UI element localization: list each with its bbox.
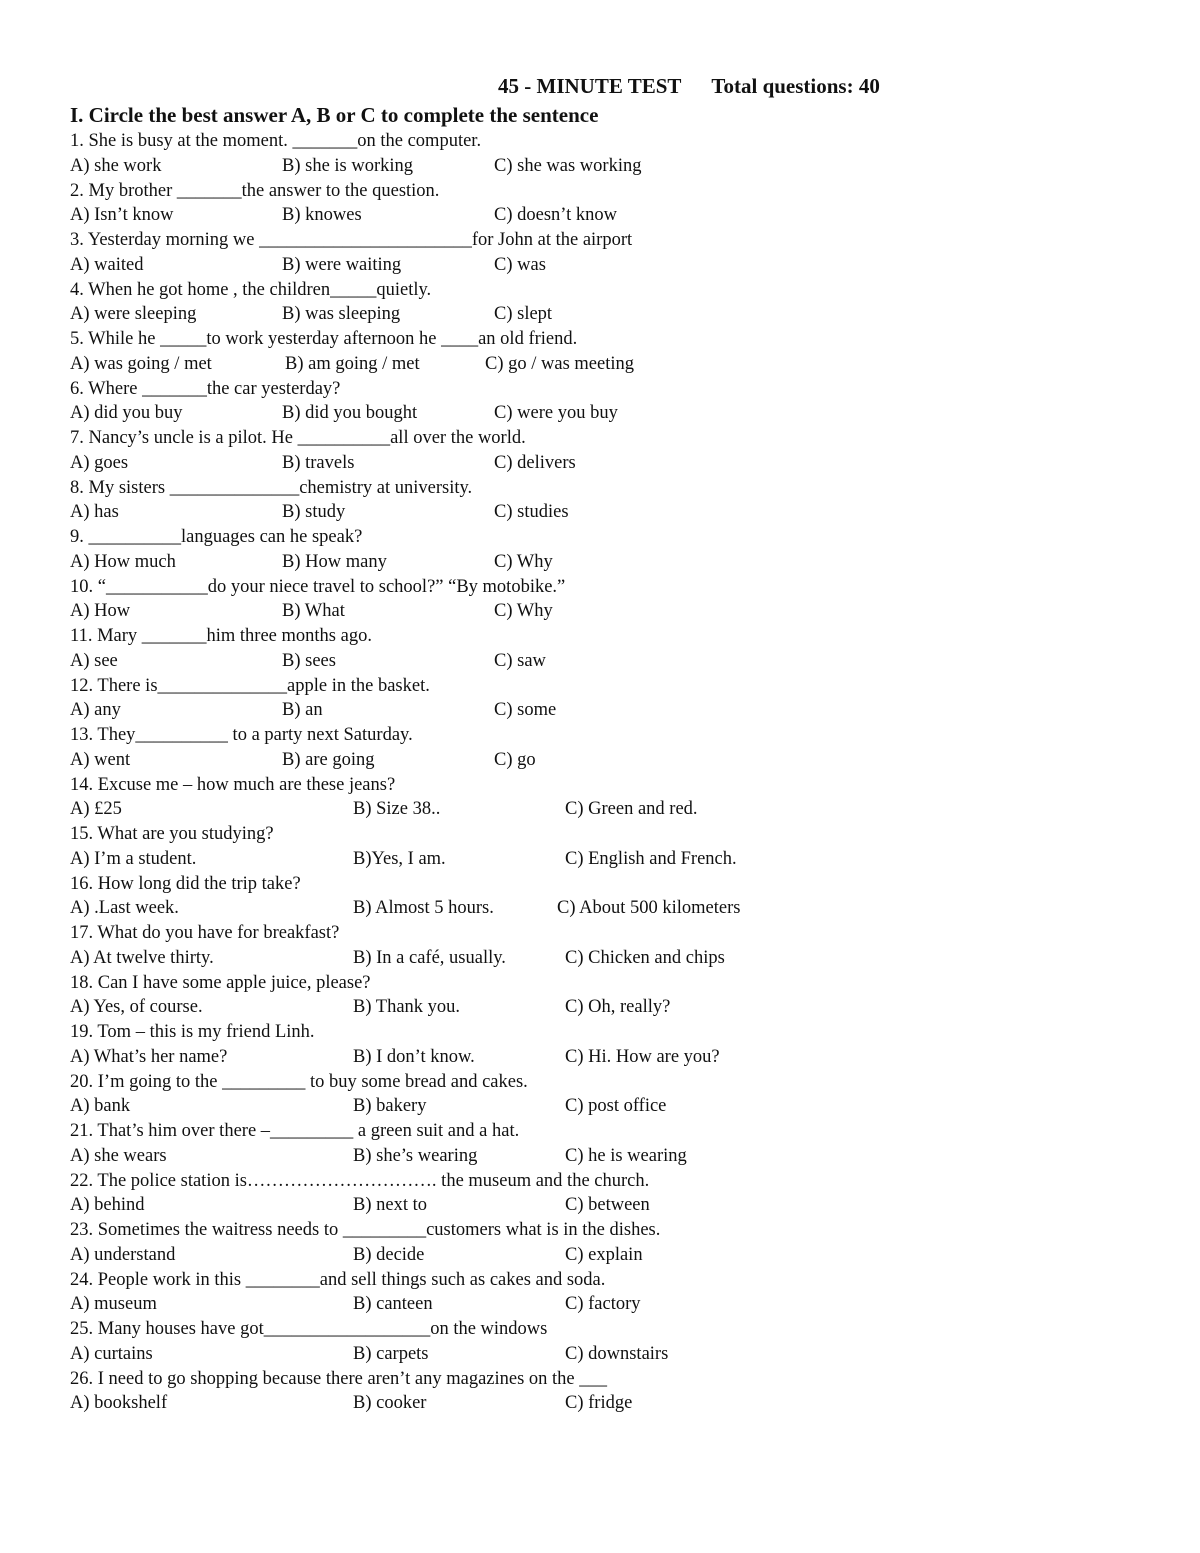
option-c[interactable]: C) post office	[565, 1096, 667, 1117]
option-b[interactable]: B) study	[282, 502, 346, 523]
option-b[interactable]: B) Thank you.	[353, 997, 461, 1018]
answer-options	[70, 550, 1130, 575]
option-a[interactable]: A) Yes, of course.	[70, 997, 203, 1018]
answer-options	[70, 302, 1130, 327]
answer-options	[70, 154, 1130, 179]
option-c[interactable]: C) Why	[494, 551, 553, 572]
answer-options	[70, 352, 1130, 377]
option-b[interactable]: B) In a café, usually.	[353, 947, 506, 968]
answer-options	[70, 1391, 1130, 1416]
question-list	[70, 129, 1130, 1416]
option-c[interactable]: C) slept	[494, 304, 553, 325]
option-c[interactable]: C) About 500 kilometers	[557, 898, 741, 919]
option-c[interactable]: C) Green and red.	[565, 799, 698, 820]
option-b[interactable]: B) travels	[282, 452, 355, 473]
question-text: 6. Where _______the car yesterday?	[70, 378, 341, 399]
option-a[interactable]: A) £25	[70, 799, 122, 820]
option-a[interactable]: A) behind	[70, 1195, 145, 1216]
option-c[interactable]: C) Why	[494, 601, 553, 622]
option-b[interactable]: B) carpets	[353, 1343, 429, 1364]
question-text: 16. How long did the trip take?	[70, 873, 301, 894]
section-title: I. Circle the best answer A, B or C to complete the sentence	[70, 103, 599, 127]
answer-options	[70, 500, 1130, 525]
question-text: 2. My brother _______the answer to the question.	[70, 180, 440, 201]
answer-options	[70, 946, 1130, 971]
option-c[interactable]: C) delivers	[494, 452, 576, 473]
answer-options	[70, 253, 1130, 278]
question-text: 13. They__________ to a party next Saturday.	[70, 725, 413, 745]
option-b[interactable]: B)Yes, I am.	[353, 848, 446, 869]
question-text: 23. Sometimes the waitress needs to _________customers what is in the dishes.	[70, 1220, 661, 1240]
option-c[interactable]: C) Hi. How are you?	[565, 1046, 720, 1067]
option-c[interactable]: C) English and French.	[565, 848, 737, 869]
answer-options	[70, 401, 1130, 426]
option-a[interactable]: A) see	[70, 650, 118, 671]
option-b[interactable]: B) What	[282, 601, 345, 622]
option-a[interactable]: A) she work	[70, 155, 162, 176]
option-b[interactable]: B) sees	[282, 650, 336, 671]
answer-options	[70, 1292, 1130, 1317]
answer-options	[70, 451, 1130, 476]
question-text: 10. “___________do your niece travel to school?” “By motobike.”	[70, 576, 566, 597]
option-c[interactable]: C) he is wearing	[565, 1145, 687, 1166]
option-a[interactable]: A) At twelve thirty.	[70, 947, 214, 968]
option-b[interactable]: B) are going	[282, 749, 375, 770]
option-c[interactable]: C) some	[494, 700, 557, 721]
option-b[interactable]: B) I don’t know.	[353, 1046, 475, 1067]
answer-options	[70, 1144, 1130, 1169]
option-a[interactable]: A) has	[70, 502, 119, 523]
question-text: 25. Many houses have got__________________on the windows	[70, 1319, 548, 1339]
option-a[interactable]: A) goes	[70, 452, 129, 473]
question-text: 3. Yesterday morning we _______________________for John at the airport	[70, 230, 633, 250]
option-b[interactable]: B) Almost 5 hours.	[353, 898, 494, 919]
question-text: 24. People work in this ________and sell things such as cakes and soda.	[70, 1269, 606, 1290]
option-c[interactable]: C) fridge	[565, 1393, 633, 1414]
question-text: 22. The police station is…………………………. the museum and the church.	[70, 1170, 650, 1191]
option-b[interactable]: B) canteen	[353, 1294, 433, 1315]
option-a[interactable]: A) bank	[70, 1096, 131, 1117]
question-text: 9. __________languages can he speak?	[70, 527, 363, 547]
answer-options	[70, 599, 1130, 624]
option-b[interactable]: B) Size 38..	[353, 799, 441, 820]
option-a[interactable]: A) I’m a student.	[70, 848, 197, 869]
option-b[interactable]: B) was sleeping	[282, 304, 401, 325]
question-text: 11. Mary _______him three months ago.	[70, 626, 372, 646]
question-text: 7. Nancy’s uncle is a pilot. He __________all over the world.	[70, 428, 526, 448]
option-c[interactable]: C) factory	[565, 1294, 641, 1315]
option-a[interactable]: A) bookshelf	[70, 1393, 168, 1414]
option-c[interactable]: C) was	[494, 254, 546, 275]
option-a[interactable]: A) understand	[70, 1244, 176, 1265]
question-text: 1. She is busy at the moment. _______on the computer.	[70, 131, 482, 151]
option-b[interactable]: B) cooker	[353, 1393, 427, 1414]
question-text: 5. While he _____to work yesterday afternoon he ____an old friend.	[70, 329, 578, 349]
option-a[interactable]: A) Isn’t know	[70, 205, 174, 226]
question-text: 4. When he got home , the children_____quietly.	[70, 279, 432, 300]
answer-options	[70, 1342, 1130, 1367]
option-c[interactable]: C) saw	[494, 650, 546, 671]
answer-options	[70, 995, 1130, 1020]
option-b[interactable]: B) decide	[353, 1244, 425, 1265]
answer-options	[70, 1094, 1130, 1119]
option-a[interactable]: A) waited	[70, 254, 144, 275]
option-b[interactable]: B) were waiting	[282, 254, 402, 275]
option-a[interactable]: A) she wears	[70, 1145, 167, 1166]
option-a[interactable]: A) .Last week.	[70, 898, 179, 919]
option-b[interactable]: B) How many	[282, 551, 387, 572]
question-text: 20. I’m going to the _________ to buy some bread and cakes.	[70, 1071, 528, 1092]
option-b[interactable]: B) an	[282, 700, 323, 721]
test-title: 45 - MINUTE TEST	[498, 74, 682, 98]
test-header	[498, 72, 880, 100]
question-text: 14. Excuse me – how much are these jeans?	[70, 774, 396, 795]
question-text: 8. My sisters ______________chemistry at university.	[70, 477, 473, 498]
option-a[interactable]: A) any	[70, 700, 121, 721]
answer-options	[70, 1045, 1130, 1070]
question-text: 19. Tom – this is my friend Linh.	[70, 1022, 315, 1042]
option-a[interactable]: A) went	[70, 749, 131, 770]
option-a[interactable]: A) How	[70, 601, 131, 622]
option-b[interactable]: B) bakery	[353, 1096, 427, 1117]
option-b[interactable]: B) did you bought	[282, 403, 418, 424]
answer-options	[70, 896, 1130, 921]
option-b[interactable]: B) knowes	[282, 205, 362, 226]
option-a[interactable]: A) was going / met	[70, 353, 212, 374]
option-c[interactable]: C) explain	[565, 1244, 643, 1265]
option-c[interactable]: C) Oh, really?	[565, 997, 671, 1018]
answer-options	[70, 1243, 1130, 1268]
question-text: 12. There is______________apple in the basket.	[70, 675, 430, 696]
option-c[interactable]: C) downstairs	[565, 1343, 669, 1364]
option-a[interactable]: A) What’s her name?	[70, 1046, 228, 1067]
option-c[interactable]: C) she was working	[494, 155, 642, 176]
option-a[interactable]: A) museum	[70, 1294, 157, 1315]
option-c[interactable]: C) go	[494, 749, 536, 770]
option-c[interactable]: C) go / was meeting	[485, 353, 635, 374]
option-c[interactable]: C) doesn’t know	[494, 205, 617, 226]
option-b[interactable]: B) next to	[353, 1195, 427, 1216]
total-questions: Total questions: 40	[711, 74, 880, 98]
question-text: 15. What are you studying?	[70, 824, 274, 844]
option-c[interactable]: C) between	[565, 1195, 650, 1216]
question-text: 18. Can I have some apple juice, please?	[70, 972, 371, 993]
answer-options	[70, 797, 1130, 822]
answer-options	[70, 698, 1130, 723]
question-text: 26. I need to go shopping because there aren’t any magazines on the ___	[70, 1368, 608, 1389]
answer-options	[70, 748, 1130, 773]
answer-options	[70, 847, 1130, 872]
option-a[interactable]: A) How much	[70, 551, 176, 572]
question-text: 17. What do you have for breakfast?	[70, 923, 340, 943]
question-text: 21. That’s him over there –_________ a green suit and a hat.	[70, 1121, 520, 1141]
answer-options	[70, 203, 1130, 228]
option-a[interactable]: A) did you buy	[70, 403, 183, 424]
option-a[interactable]: A) were sleeping	[70, 304, 197, 325]
option-c[interactable]: C) were you buy	[494, 403, 618, 424]
option-c[interactable]: C) studies	[494, 502, 569, 523]
option-b[interactable]: B) she’s wearing	[353, 1145, 478, 1166]
answer-options	[70, 649, 1130, 674]
option-c[interactable]: C) Chicken and chips	[565, 947, 725, 968]
option-a[interactable]: A) curtains	[70, 1343, 153, 1364]
option-b[interactable]: B) she is working	[282, 155, 414, 176]
option-b[interactable]: B) am going / met	[285, 353, 420, 374]
answer-options	[70, 1193, 1130, 1218]
